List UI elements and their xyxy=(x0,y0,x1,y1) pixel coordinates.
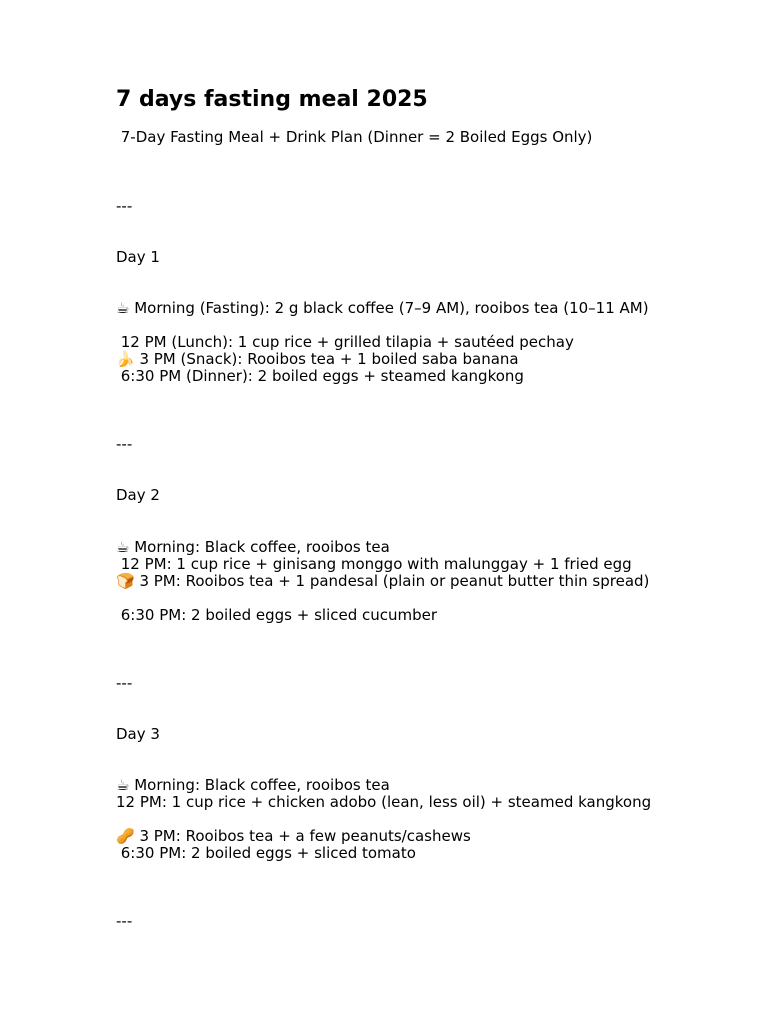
separator-2: --- xyxy=(116,435,133,453)
day-2-morning: ☕ Morning: Black coffee, rooibos tea xyxy=(116,538,390,556)
day-2-heading: Day 2 xyxy=(116,486,160,504)
day-2-dinner: 6:30 PM: 2 boiled eggs + sliced cucumber xyxy=(116,606,438,624)
day-3-dinner: 6:30 PM: 2 boiled eggs + sliced tomato xyxy=(116,844,416,862)
day-2-snack: 🍞 3 PM: Rooibos tea + 1 pandesal (plain or peanut butter thin spread) xyxy=(116,572,650,590)
day-1-snack: 🍌 3 PM (Snack): Rooibos tea + 1 boiled saba banana xyxy=(116,350,519,368)
separator-1: --- xyxy=(116,197,133,215)
document-title: 7 days fasting meal 2025 xyxy=(116,87,428,112)
day-3-snack: 🥜 3 PM: Rooibos tea + a few peanuts/cashews xyxy=(116,827,471,845)
day-2-lunch: 12 PM: 1 cup rice + ginisang monggo with malunggay + 1 fried egg xyxy=(116,555,632,573)
day-3-lunch: 12 PM: 1 cup rice + chicken adobo (lean, less oil) + steamed kangkong xyxy=(116,793,652,811)
day-1-heading: Day 1 xyxy=(116,248,160,266)
day-1-lunch: 12 PM (Lunch): 1 cup rice + grilled tilapia + sautéed pechay xyxy=(116,333,574,351)
day-3-heading: Day 3 xyxy=(116,725,160,743)
day-3-morning: ☕ Morning: Black coffee, rooibos tea xyxy=(116,776,390,794)
separator-4: --- xyxy=(116,912,133,930)
day-1-dinner: 6:30 PM (Dinner): 2 boiled eggs + steamed kangkong xyxy=(116,367,524,385)
day-1-morning: ☕ Morning (Fasting): 2 g black coffee (7–9 AM), rooibos tea (10–11 AM) xyxy=(116,299,649,317)
document-subtitle: 7-Day Fasting Meal + Drink Plan (Dinner = 2 Boiled Eggs Only) xyxy=(116,128,593,146)
separator-3: --- xyxy=(116,674,133,692)
